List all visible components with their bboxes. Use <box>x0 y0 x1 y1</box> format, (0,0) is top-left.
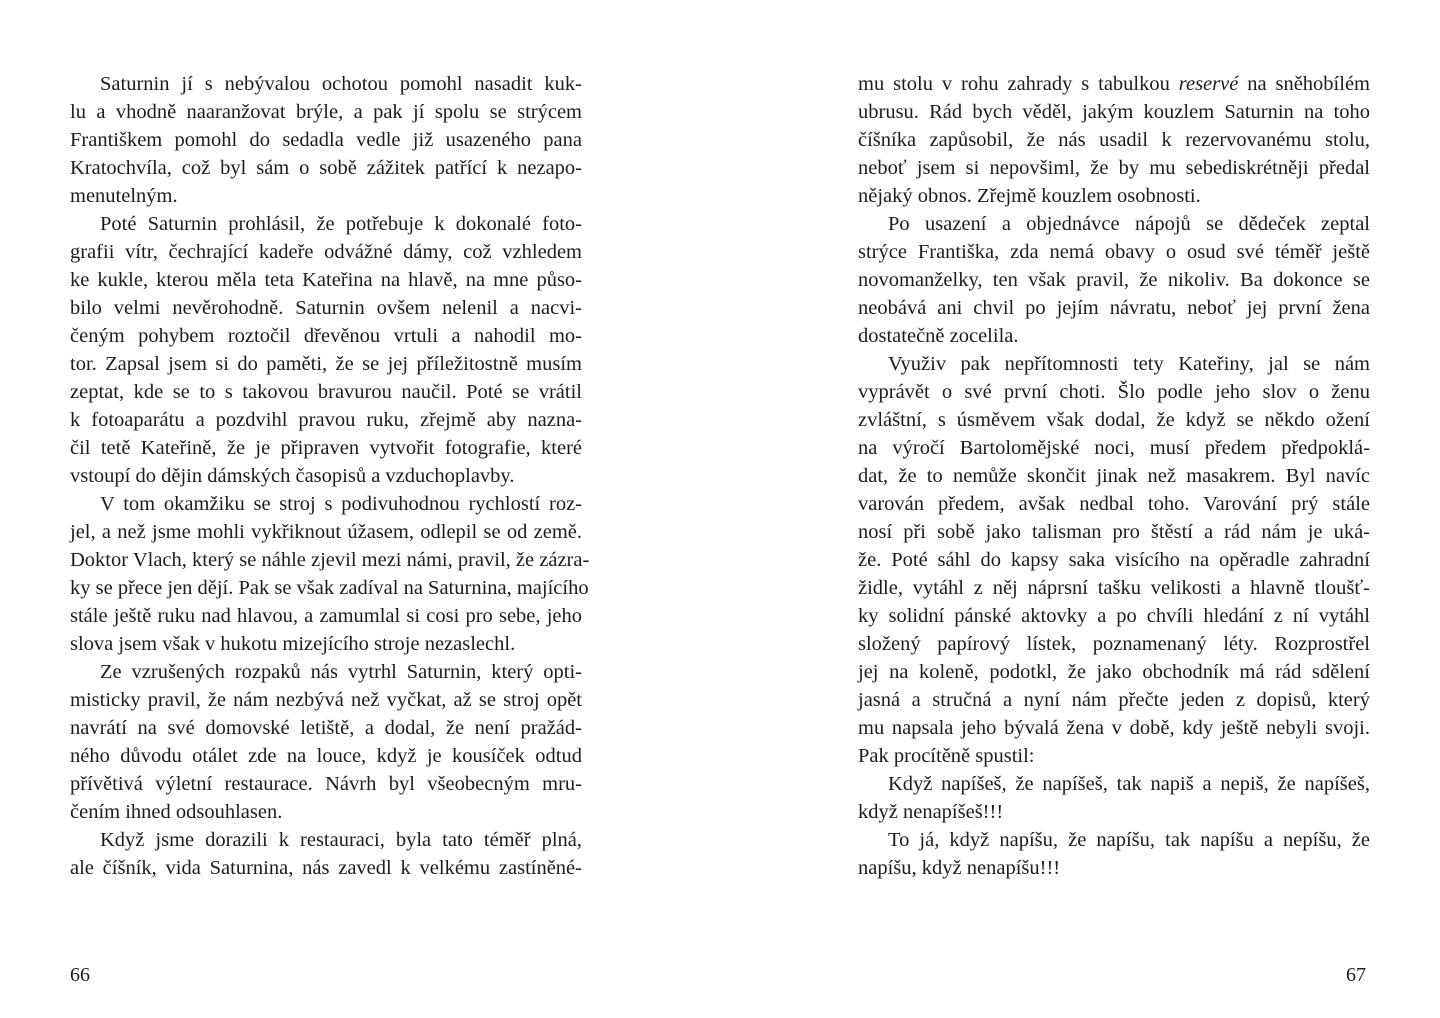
text-line: Doktor Vlach, který se náhle zjevil mezi námi, pravil, že zázra- <box>70 549 590 571</box>
text-line: dostatečně zocelila. <box>858 325 1019 347</box>
text-line: čením ihned odsouhlasen. <box>70 801 283 823</box>
text-line: čeným pohybem roztočil dřevěnou vrtuli a nahodil mo- <box>70 325 582 347</box>
text-line: ky se přece jen dějí. Pak se však zadíval na Saturnina, majícího <box>70 577 589 599</box>
right-page-text <box>858 70 1370 882</box>
text-line: ke kukle, kterou měla teta Kateřina na hlavě, na mne půso- <box>70 269 582 291</box>
text-line: stále ještě ruku nad hlavou, a zamumlal si cosi pro sebe, jeho <box>70 605 582 627</box>
text-line: napíšu, když nenapíšu!!! <box>858 857 1061 879</box>
text-line: Poté Saturnin prohlásil, že potřebuje k dokonalé foto- <box>100 213 582 235</box>
text-line: ky solidní pánské aktovky a po chvíli hledání z ní vytáhl <box>858 605 1370 627</box>
text-line: na výročí Bartolomějské noci, musí předem předpoklá- <box>858 437 1370 459</box>
text-line: dat, že to nemůže skončit jinak než masakrem. Byl navíc <box>858 465 1370 487</box>
text-line: židle, vytáhl z něj náprsní tašku velikosti a hlavně tloušť- <box>858 577 1370 599</box>
text-line: složený papírový lístek, poznamenaný léty. Rozprostřel <box>858 633 1370 655</box>
text-line: strýce Františka, zda nemá obavy o osud své téměř ještě <box>858 241 1370 263</box>
text-line: To já, když napíšu, že napíšu, tak napíšu a nepíšu, že <box>888 829 1370 851</box>
text-line: Saturnin jí s nebývalou ochotou pomohl nasadit kuk- <box>100 73 582 95</box>
text-line: mu stolu v rohu zahrady s tabulkou reservé na sněhobílém <box>858 73 1370 95</box>
text-line: nosí při sobě jako talisman pro štěstí a rád nám je uká- <box>858 521 1370 543</box>
text-line: misticky pravil, že nám nezbývá než vyčkat, až se stroj opět <box>70 689 582 711</box>
text-line: číšníka zapůsobil, že nás usadil k rezervovanému stolu, <box>858 129 1370 151</box>
text-line: nějaký obnos. Zřejmě kouzlem osobnosti. <box>858 185 1201 207</box>
text-line: bilo velmi nevěrohodně. Saturnin ovšem nelenil a nacvi- <box>70 297 582 319</box>
text-line: Když jsme dorazili k restauraci, byla tato téměř plná, <box>100 829 582 851</box>
text-line: zeptat, kde se to s takovou bravurou naučil. Poté se vrátil <box>70 381 582 403</box>
text-line: Františkem pomohl do sedadla vedle již usazeného pana <box>70 129 582 151</box>
text-line: ubrusu. Rád bych věděl, jakým kouzlem Saturnin na toho <box>858 101 1370 123</box>
text-line: varován předem, avšak nedbal toho. Varování prý stále <box>858 493 1370 515</box>
text-line: grafii vítr, čechrající kadeře odvážné dámy, což vzhledem <box>70 241 582 263</box>
text-line: neboť jsem si nepovšiml, že by mu sebediskrétněji předal <box>858 157 1370 179</box>
left-page-text <box>70 70 590 882</box>
text-line: jasná a stručná a nyní nám přečte jeden z dopisů, který <box>858 689 1370 711</box>
text-line: jej na koleně, podotkl, že jako obchodník má rád sdělení <box>858 661 1370 683</box>
text-line: slova jsem však v hukotu mizejícího stroje nezaslechl. <box>70 633 516 655</box>
text-line: menutelným. <box>70 185 178 207</box>
text-line: zvláštní, s úsměvem však dodal, že když se někdo ožení <box>858 409 1370 431</box>
text-line: neobává ani chvil po jejím návratu, neboť jej první žena <box>858 297 1370 319</box>
text-line: lu a vhodně naaranžovat brýle, a pak jí spolu se strýcem <box>70 101 582 123</box>
text-line: Ze vzrušených rozpaků nás vytrhl Saturnin, který opti- <box>100 661 582 683</box>
right-page-number: 67 <box>1346 964 1366 986</box>
text-line: ale číšník, vida Saturnina, nás zavedl k velkému zastíněné- <box>70 857 582 879</box>
text-line: Využiv pak nepřítomnosti tety Kateřiny, jal se nám <box>888 353 1370 375</box>
text-line: přívětivá výletní restaurace. Návrh byl všeobecným mru- <box>70 773 582 795</box>
text-line: vyprávět o své první choti. Šlo podle jeho slov o ženu <box>858 381 1370 403</box>
text-line: Když napíšeš, že napíšeš, tak napiš a nepiš, že napíšeš, <box>888 773 1370 795</box>
text-line: mu napsala jeho bývalá žena v době, kdy ještě nebyli svoji. <box>858 717 1370 739</box>
text-line: když nenapíšeš!!! <box>858 801 1004 823</box>
text-line: Pak procítěně spustil: <box>858 745 1035 767</box>
right-page <box>720 0 1440 1018</box>
text-line: vstoupí do dějin dámských časopisů a vzduchoplavby. <box>70 465 515 487</box>
text-line: ného důvodu otálet zde na louce, když je kousíček odtud <box>70 745 582 767</box>
text-line: že. Poté sáhl do kapsy saka visícího na opěradle zahradní <box>858 549 1370 571</box>
text-line: Kratochvíla, což byl sám o sobě zážitek patřící k nezapo- <box>70 157 582 179</box>
text-line: jel, a než jsme mohli vykřiknout úžasem, odlepil se od země. <box>70 521 582 543</box>
text-line: čil tetě Kateřině, že je připraven vytvořit fotografie, které <box>70 437 582 459</box>
text-line: V tom okamžiku se stroj s podivuhodnou rychlostí roz- <box>100 493 582 515</box>
text-line: k fotoaparátu a pozdvihl pravou ruku, zřejmě aby nazna- <box>70 409 582 431</box>
text-line: novomanželky, ten však pravil, že nikoliv. Ba dokonce se <box>858 269 1370 291</box>
text-line: navrátí na své domovské letiště, a dodal, že není pražád- <box>70 717 582 739</box>
left-page-number: 66 <box>70 964 90 986</box>
text-line: Po usazení a objednávce nápojů se dědeček zeptal <box>888 213 1370 235</box>
text-line: tor. Zapsal jsem si do paměti, že se jej příležitostně musím <box>70 353 582 375</box>
